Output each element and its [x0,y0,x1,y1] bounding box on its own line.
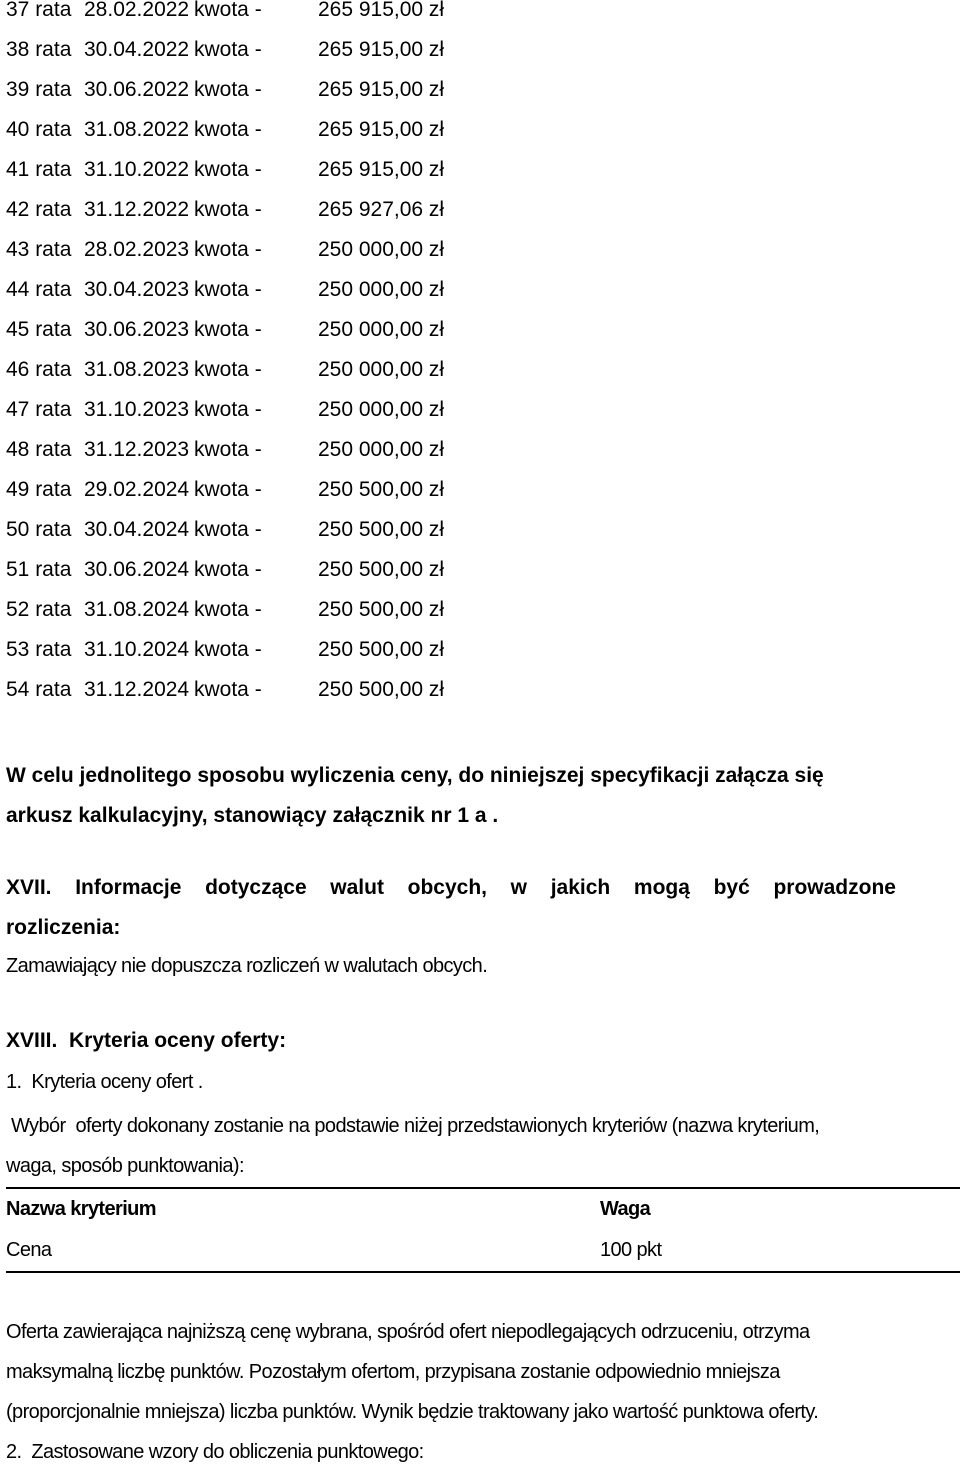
installment-number: 39 rata [6,78,72,101]
installment-date: 30.04.2022 [84,38,190,61]
installment-date: 31.08.2022 [84,118,190,141]
criteria-table [6,1187,960,1273]
installment-amount: 265 927,06 zł [318,198,445,221]
installment-amount: 250 500,00 zł [318,678,445,701]
installment-date: 31.12.2023 [84,438,190,461]
installment-date: 31.12.2022 [84,198,190,221]
heading-word: walut [330,876,384,899]
installment-amount: 250 000,00 zł [318,278,445,301]
installment-number: 49 rata [6,478,72,501]
amount-label: kwota - [194,638,262,661]
installment-date: 31.08.2024 [84,598,190,621]
installment-number: 40 rata [6,118,72,141]
installment-number: 50 rata [6,518,72,541]
installment-amount: 265 915,00 zł [318,0,445,21]
table-bottom-rule [6,1271,960,1273]
installment-amount: 265 915,00 zł [318,38,445,61]
installment-amount: 265 915,00 zł [318,158,445,181]
amount-label: kwota - [194,198,262,221]
installment-date: 30.06.2023 [84,318,190,341]
paragraph-line: Wybór oferty dokonany zostanie na podstawie niżej przedstawionych kryteriów (nazwa kryterium, [6,1115,820,1137]
heading-word: dotyczące [205,876,307,899]
heading-word: Informacje [75,876,182,899]
installment-row [6,440,444,480]
paragraph-line: Oferta zawierająca najniższą cenę wybrana, spośród ofert niepodlegających odrzuceniu, otrzyma [6,1321,810,1343]
cell-criterion: Cena [6,1238,52,1261]
paragraph-line: (proporcjonalnie mniejsza) liczba punktów. Wynik będzie traktowany jako wartość punktowa oferty. [6,1401,819,1423]
installment-amount: 250 000,00 zł [318,398,445,421]
installment-number: 38 rata [6,38,72,61]
installment-row [6,680,444,720]
installment-row [6,40,444,80]
installment-row [6,120,444,160]
section-xviii-heading: XVIII. Kryteria oceny oferty: [6,1029,287,1052]
paragraph-line: arkusz kalkulacyjny, stanowiący załącznik nr 1 a . [6,804,499,827]
installment-amount: 250 500,00 zł [318,598,445,621]
amount-label: kwota - [194,478,262,501]
installment-date: 31.10.2023 [84,398,190,421]
cell-weight: 100 pkt [600,1238,662,1261]
amount-label: kwota - [194,678,262,701]
installment-date: 31.10.2024 [84,638,190,661]
installment-row [6,520,444,560]
installment-number: 52 rata [6,598,72,621]
installment-row [6,600,444,640]
installment-amount: 250 000,00 zł [318,438,445,461]
scoring-paragraph [6,1312,954,1432]
installment-row [6,240,444,280]
installment-amount: 250 000,00 zł [318,238,445,261]
installment-row [6,80,444,120]
installment-number: 47 rata [6,398,72,421]
amount-label: kwota - [194,278,262,301]
amount-label: kwota - [194,518,262,541]
installment-number: 45 rata [6,318,72,341]
installment-amount: 250 000,00 zł [318,318,445,341]
table-header-row [6,1189,960,1229]
table-row [6,1229,960,1271]
heading-word: XVII. [6,876,52,899]
installment-number: 42 rata [6,198,72,221]
installment-row [6,0,444,40]
amount-label: kwota - [194,398,262,421]
installment-number: 41 rata [6,158,72,181]
paragraph-line: W celu jednolitego sposobu wyliczenia ceny, do niniejszej specyfikacji załącza się [6,764,824,787]
installment-date: 31.12.2024 [84,678,190,701]
amount-label: kwota - [194,358,262,381]
installment-row [6,640,444,680]
heading-word: obcych, [407,876,487,899]
installment-row [6,320,444,360]
installment-date: 30.06.2024 [84,558,190,581]
amount-label: kwota - [194,238,262,261]
section-xvii [6,868,896,948]
section-xvii-heading [6,868,896,908]
amount-label: kwota - [194,598,262,621]
list-item-1: 1. Kryteria oceny ofert . [6,1071,203,1093]
list-item-2: 2. Zastosowane wzory do obliczenia punktowego: [6,1441,424,1463]
installment-amount: 250 500,00 zł [318,478,445,501]
amount-label: kwota - [194,78,262,101]
section-xvii-heading-cont: rozliczenia: [6,916,121,939]
installment-row [6,480,444,520]
installment-date: 29.02.2024 [84,478,190,501]
installment-number: 51 rata [6,558,72,581]
paragraph-line: maksymalną liczbę punktów. Pozostałym ofertom, przypisana zostanie odpowiednio mniejsza [6,1361,780,1383]
installment-date: 28.02.2022 [84,0,190,21]
installment-amount: 250 500,00 zł [318,518,445,541]
installment-list [6,0,444,720]
installment-number: 43 rata [6,238,72,261]
installment-amount: 250 000,00 zł [318,358,445,381]
installment-amount: 250 500,00 zł [318,638,445,661]
amount-label: kwota - [194,438,262,461]
installment-number: 37 rata [6,0,72,21]
criteria-intro [6,1106,954,1186]
amount-label: kwota - [194,158,262,181]
installment-date: 30.06.2022 [84,78,190,101]
installment-number: 46 rata [6,358,72,381]
installment-date: 30.04.2023 [84,278,190,301]
header-cell-name: Nazwa kryterium [6,1197,156,1220]
installment-row [6,400,444,440]
amount-label: kwota - [194,558,262,581]
spreadsheet-paragraph [6,756,954,836]
installment-date: 28.02.2023 [84,238,190,261]
header-cell-weight: Waga [600,1197,651,1220]
currency-statement: Zamawiający nie dopuszcza rozliczeń w walutach obcych. [6,955,488,977]
installment-date: 30.04.2024 [84,518,190,541]
amount-label: kwota - [194,0,262,21]
installment-row [6,560,444,600]
installment-amount: 250 500,00 zł [318,558,445,581]
installment-number: 53 rata [6,638,72,661]
amount-label: kwota - [194,38,262,61]
heading-word: jakich [550,876,611,899]
heading-word: w [510,876,528,899]
installment-amount: 265 915,00 zł [318,78,445,101]
installment-amount: 265 915,00 zł [318,118,445,141]
amount-label: kwota - [194,318,262,341]
installment-row [6,200,444,240]
installment-row [6,280,444,320]
installment-date: 31.10.2022 [84,158,190,181]
installment-row [6,360,444,400]
installment-row [6,160,444,200]
heading-word: być [713,876,750,899]
heading-word: mogą [633,876,690,899]
amount-label: kwota - [194,118,262,141]
installment-number: 44 rata [6,278,72,301]
installment-number: 48 rata [6,438,72,461]
installment-number: 54 rata [6,678,72,701]
installment-date: 31.08.2023 [84,358,190,381]
paragraph-line: waga, sposób punktowania): [6,1155,244,1177]
heading-word: prowadzone [773,876,896,899]
